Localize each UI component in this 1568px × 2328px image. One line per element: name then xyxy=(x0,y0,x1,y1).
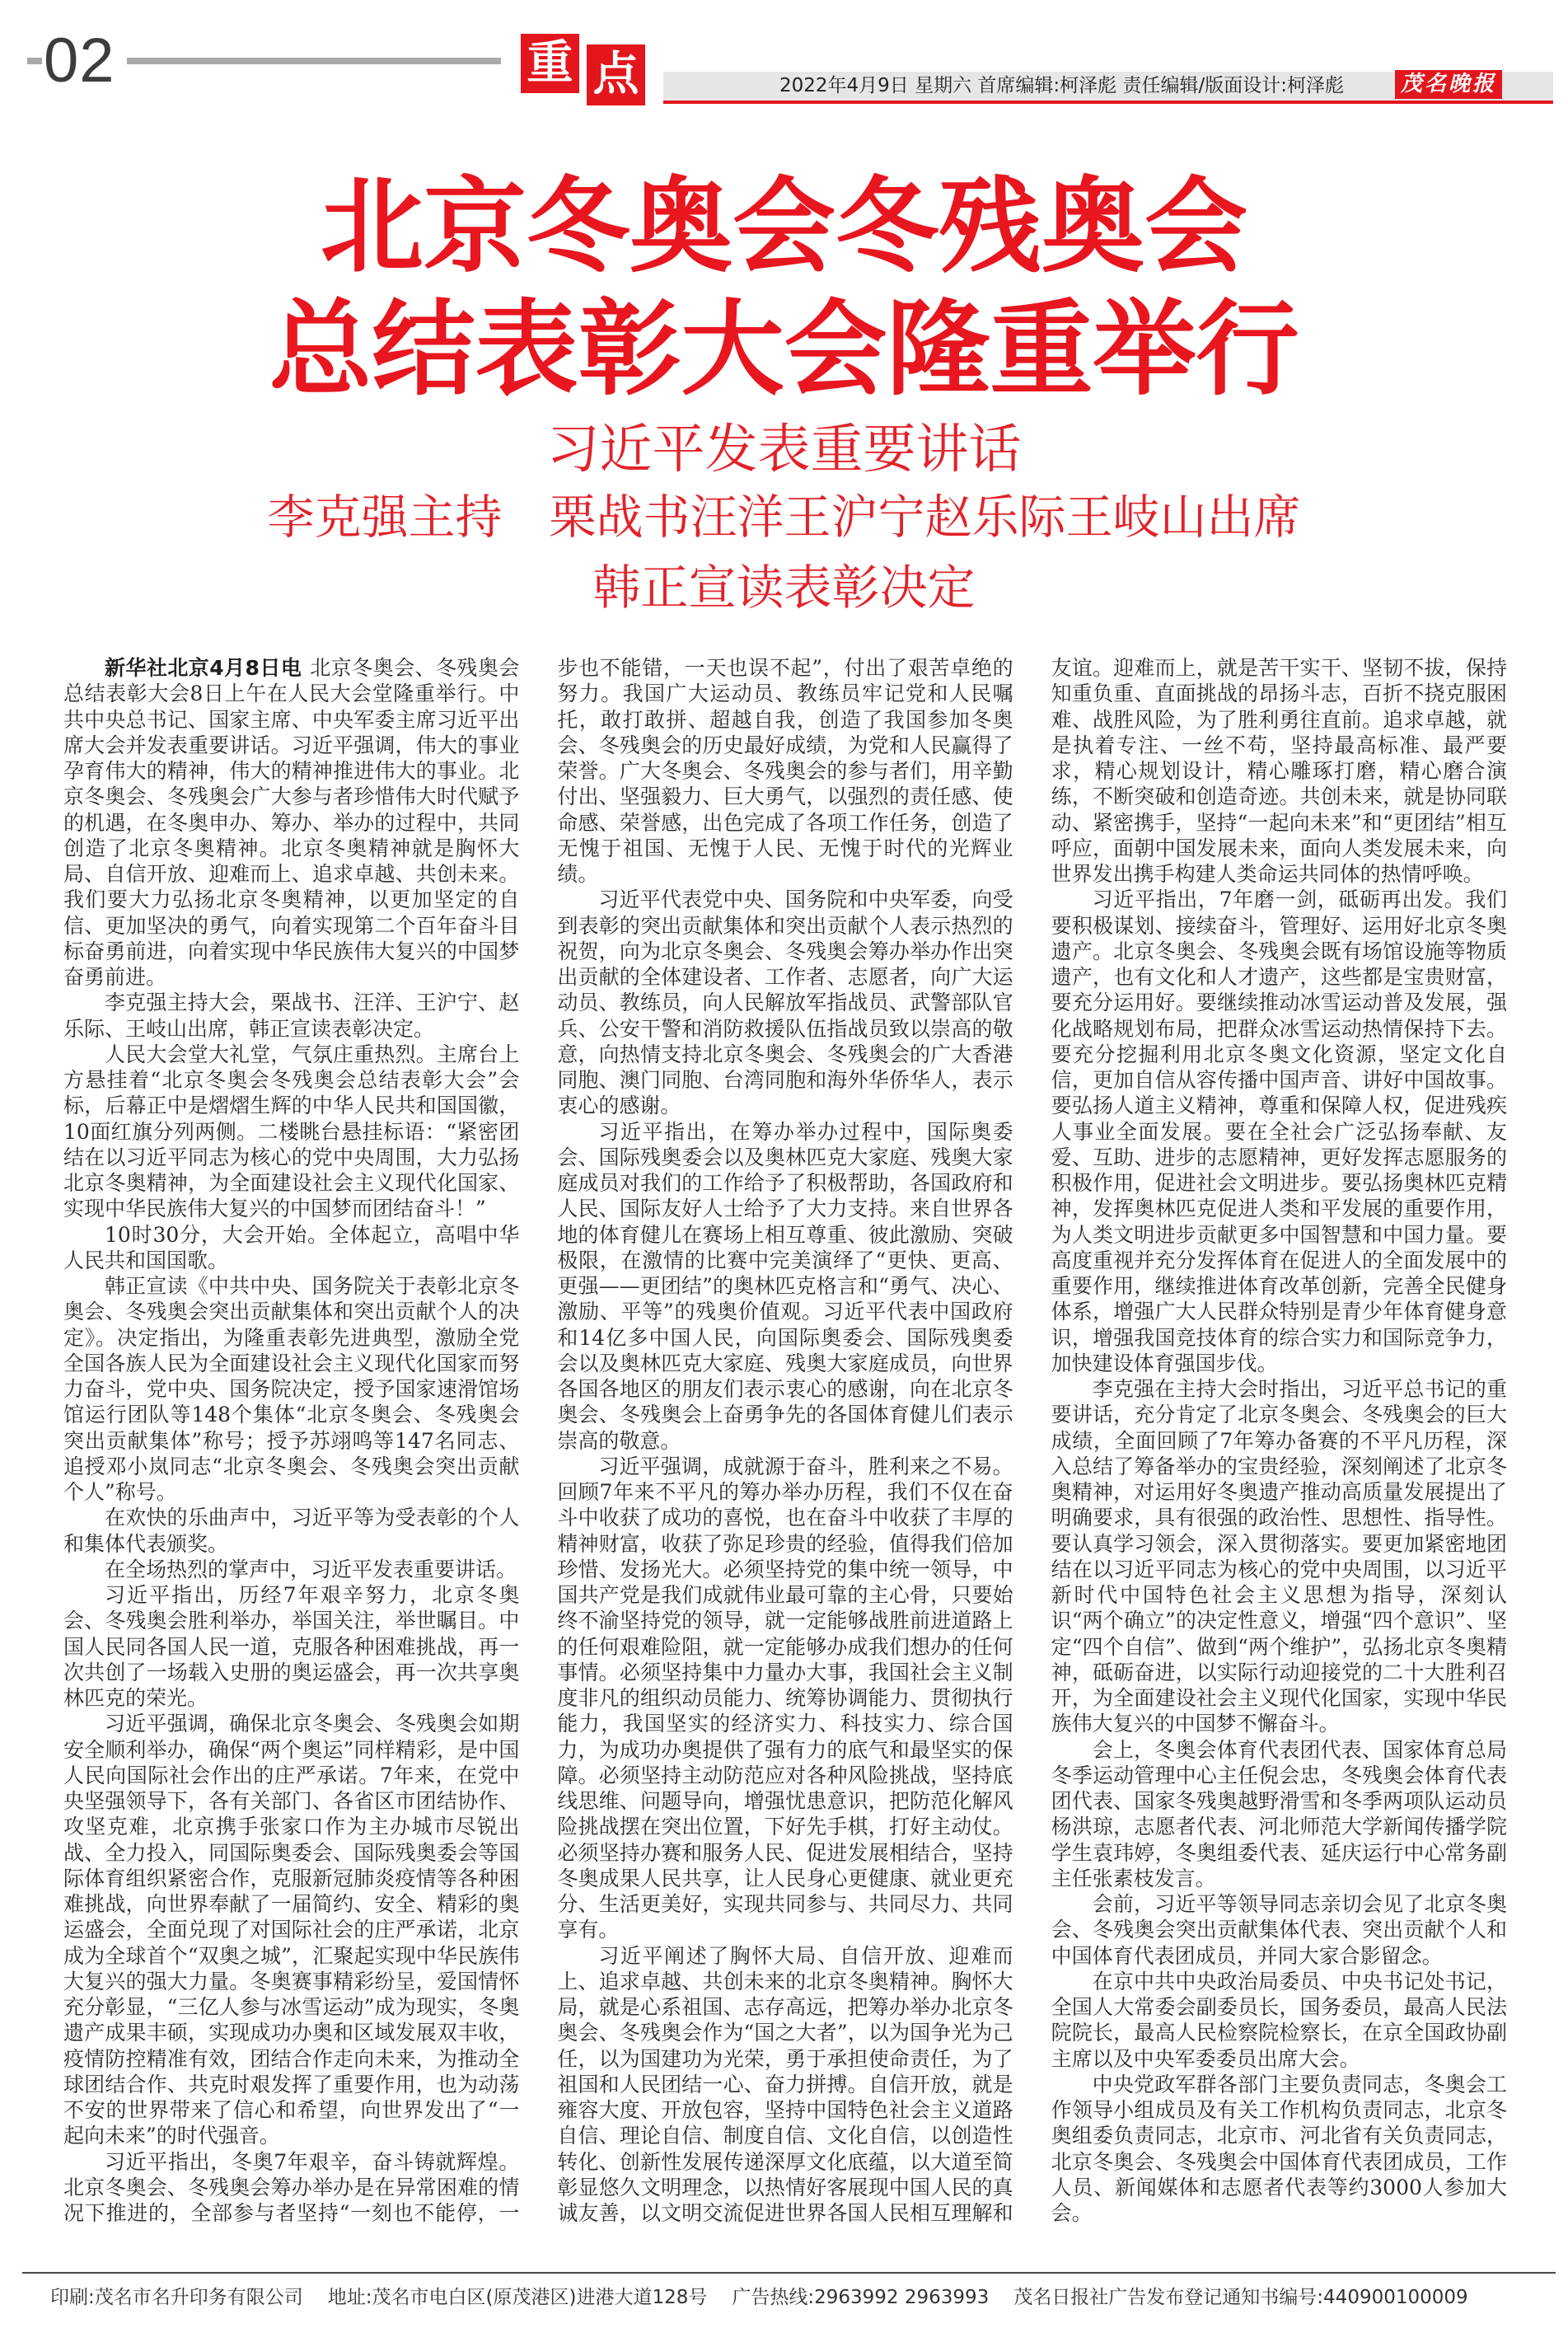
footer-rule xyxy=(22,2272,1556,2274)
page-number: 02 xyxy=(44,26,115,96)
article-paragraph: 李克强主持大会，栗战书、汪洋、王沪宁、赵乐际、王岐山出席，韩正宣读表彰决定。 xyxy=(63,991,520,1041)
footer-printer: 印刷:茂名市名升印务有限公司 xyxy=(50,2287,303,2308)
article-paragraph: 会前，习近平等领导同志亲切会见了北京冬奥会、冬残奥会突出贡献集体代表、突出贡献个人和中国体育代表团成员，并同大家合影留念。 xyxy=(1051,1892,1507,1968)
article-paragraph: 习近平指出，历经7年艰辛努力，北京冬奥会、冬残奥会胜利举办，举国关注，举世瞩目。中国人民同各国人民一道，克服各种困难挑战，再一次共创了一场载入史册的奥运盛会，再一次共享奥林匹克的荣光。 xyxy=(63,1583,520,1710)
article-dateline: 新华社北京4月8日电 xyxy=(105,656,302,680)
article-paragraph: 李克强在主持大会时指出，习近平总书记的重要讲话，充分肯定了北京冬奥会、冬残奥会的巨大成绩，全面回顾了7年筹办备赛的不平凡历程，深入总结了筹备举办的宝贵经验，深刻阐述了北京冬奥精神，对运用好冬奥遗产推动高质量发展提出了明确要求，具有很强的政治性、思想性、指导性。要认真学习领会，深入贯彻落实。要更加紧密地团结在以习近平同志为核心的党中央周围，以习近平新时代中国特色社会主义思想为指导，深刻认识“两个确立”的决定性意义，增强“四个意识”、坚定“四个自信”、做到“两个维护”，弘扬北京冬奥精神，砥砺奋进，以实际行动迎接党的二十大胜利召开，为全面建设社会主义现代化国家，实现中华民族伟大复兴的中国梦不懈奋斗。 xyxy=(1051,1377,1507,1736)
article-paragraph: 在欢快的乐曲声中，习近平等为受表彰的个人和集体代表颁奖。 xyxy=(63,1506,520,1556)
article-paragraph: 在全场热烈的掌声中，习近平发表重要讲话。 xyxy=(105,1557,517,1581)
article-paragraph: 10时30分，大会开始。全体起立，高唱中华人民共和国国歌。 xyxy=(63,1222,520,1272)
headline-line-1: 北京冬奥会冬残奥会 xyxy=(321,167,1247,287)
article-paragraph: 习近平指出，冬奥7年艰辛，奋斗铸就辉煌。北京冬奥会、冬残奥会筹办举办是在异常困难的情况下推进的，全部参与者坚持“一刻也不能停，一步也不能错，一天也误不起”，付出了艰苦卓绝的努力。我国广大运动员、教练员牢记党和人民嘱托，敢打敢拼、超越自我，创造了我国参加冬奥会、冬残奥会的历史最好成绩，为党和人民赢得了荣誉。广大冬奥会、冬残奥会的参与者们，用辛勤付出、坚强毅力、巨大勇气，以强烈的责任感、使命感、荣誉感，出色完成了各项工作任务，创造了无愧于祖国、无愧于人民、无愧于时代的光辉业绩。 xyxy=(63,656,1013,2225)
article-lead-text: 北京冬奥会、冬残奥会总结表彰大会8日上午在人民大会堂隆重举行。中共中央总书记、国家主席、中央军委主席习近平出席大会并发表重要讲话。习近平强调，伟大的事业孕育伟大的精神，伟大的精神推进伟大的事业。北京冬奥会、冬残奥会广大参与者珍惜伟大时代赋予的机遇，在冬奥申办、筹办、举办的过程中，共同创造了北京冬奥精神。北京冬奥精神就是胸怀大局、自信开放、迎难而上、追求卓越、共创未来。我们要大力弘扬北京冬奥精神，以更加坚定的自信、更加坚决的勇气，向着实现第二个百年奋斗目标奋勇前进，向着实现中华民族伟大复兴的中国梦奋勇前进。 xyxy=(63,656,520,989)
section-label-char-1: 重 xyxy=(521,34,579,93)
article-paragraph: 习近平指出，7年磨一剑，砥砺再出发。我们要积极谋划、接续奋斗，管理好、运用好北京冬奥遗产。北京冬奥会、冬残奥会既有场馆设施等物质遗产，也有文化和人才遗产，这些都是宝贵财富，要充分运用好。要继续推动冰雪运动普及发展，强化战略规划布局，把群众冰雪运动热情保持下去。要充分挖掘利用北京冬奥文化资源，坚定文化自信，更加自信从容传播中国声音、讲好中国故事。要弘扬人道主义精神，尊重和保障人权，促进残疾人事业全面发展。要在全社会广泛弘扬奉献、友爱、互助、进步的志愿精神，更好发挥志愿服务的积极作用，促进社会文明进步。要弘扬奥林匹克精神，发挥奥林匹克促进人类和平发展的重要作用，为人类文明进步贡献更多中国智慧和中国力量。要高度重视并充分发挥体育在促进人的全面发展中的重要作用，继续推进体育改革创新，完善全民健身体系，增强广大人民群众特别是青少年体育健身意识，增强我国竞技体育的综合实力和国际竞争力，加快建设体育强国步伐。 xyxy=(1051,888,1507,1375)
article-paragraph: 在京中共中央政治局委员、中央书记处书记，全国人大常委会副委员长，国务委员，最高人民法院院长，最高人民检察院检察长，在京全国政协副主席以及中央军委委员出席大会。 xyxy=(1051,1969,1507,2071)
article-paragraph: 习近平强调，成就源于奋斗，胜利来之不易。回顾7年来不平凡的筹办举办历程，我们不仅在奋斗中收获了成功的喜悦，也在奋斗中收获了丰厚的精神财富，收获了弥足珍贵的经验，值得我们倍加珍惜、发扬光大。必须坚持党的集中统一领导，中国共产党是我们成就伟业最可靠的主心骨，只要始终不渝坚持党的领导，就一定能够战胜前进道路上的任何艰难险阻，就一定能够办成我们想办的任何事情。必须坚持集中力量办大事，我国社会主义制度非凡的组织动员能力、统筹协调能力、贯彻执行能力，我国坚实的经济实力、科技实力、综合国力，为成功办奥提供了强有力的底气和最坚实的保障。必须坚持主动防范应对各种风险挑战，坚持底线思维、问题导向，增强忧患意识，把防范化解风险挑战摆在突出位置，下好先手棋，打好主动仗。必须坚持办赛和服务人民、促进发展相结合，坚持冬奥成果人民共享，让人民身心更健康、就业更充分、生活更美好，实现共同参与、共同尽力、共同享有。 xyxy=(557,1454,1013,1942)
article-paragraph: 韩正宣读《中共中央、国务院关于表彰北京冬奥会、冬残奥会突出贡献集体和突出贡献个人的决定》。决定指出，为隆重表彰先进典型，激励全党全国各族人民为全面建设社会主义现代化国家而努力奋斗，党中央、国务院决定，授予国家速滑馆场馆运行团队等148个集体“北京冬奥会、冬残奥会突出贡献集体”称号；授予苏翊鸣等147名同志、追授邓小岚同志“北京冬奥会、冬残奥会突出贡献个人”称号。 xyxy=(63,1274,520,1504)
article-paragraph: 习近平强调，确保北京冬奥会、冬残奥会如期安全顺利举办，确保“两个奥运”同样精彩，是中国人民向国际社会作出的庄严承诺。7年来，在党中央坚强领导下，各有关部门、各省区市团结协作、攻坚克难，北京携手张家口作为主办城市尽锐出战、全力投入，同国际奥委会、国际残奥委会等国际体育组织紧密合作，克服新冠肺炎疫情等各种困难挑战，向世界奉献了一届简约、安全、精彩的奥运盛会，全面兑现了对国际社会的庄严承诺，北京成为全球首个“双奥之城”，汇聚起实现中华民族伟大复兴的强大力量。冬奥赛事精彩纷呈，爱国情怀充分彰显，“三亿人参与冰雪运动”成为现实，冬奥遗产成果丰硕，实现成功办奥和区域发展双丰收，疫情防控精准有效，团结合作走向未来，为推动全球团结合作、共克时艰发挥了重要作用，也为动荡不安的世界带来了信心和希望，向世界发出了“一起向未来”的时代强音。 xyxy=(63,1712,520,2148)
article-paragraph: 习近平指出，在筹办举办过程中，国际奥委会、国际残奥委会以及奥林匹克大家庭、残奥大家庭成员对我们的工作给予了积极帮助，各国政府和人民、国际友好人士给予了大力支持。来自世界各地的体育健儿在赛场上相互尊重、彼此激励、突破极限，在激情的比赛中完美演绎了“更快、更高、更强——更团结”的奥林匹克格言和“勇气、决心、激励、平等”的残奥价值观。习近平代表中国政府和14亿多中国人民，向国际奥委会、国际残奥委会以及奥林匹克大家庭、残奥大家庭成员，向世界各国各地区的朋友们表示衷心的感谢，向在北京冬奥会、冬残奥会上奋勇争先的各国体育健儿们表示崇高的敬意。 xyxy=(557,1119,1013,1453)
section-label-char-2: 点 xyxy=(587,44,645,105)
article-paragraph: 会上，冬奥会体育代表团代表、国家体育总局冬季运动管理中心主任倪会忠，冬残奥会体育代表团代表、国家冬残奥越野滑雪和冬季两项队运动员杨洪琼，志愿者代表、河北师范大学新闻传播学院学生袁玮婷，冬奥组委代表、延庆运行中心常务副主任张素枝发言。 xyxy=(1051,1737,1507,1890)
issue-date-and-editors: 2022年4月9日 星期六 首席编辑:柯泽彪 责任编辑/版面设计:柯泽彪 xyxy=(779,75,1344,96)
footer-ad-hotline: 广告热线:2963992 2963993 xyxy=(732,2287,990,2308)
article-paragraph: 习近平阐述了胸怀大局、自信开放、迎难而上、追求卓越、共创未来的北京冬奥精神。胸怀大局，就是心系祖国、志存高远，把筹办举办北京冬奥会、冬残奥会作为“国之大者”，以为国争光为己任，以为国建功为光荣，勇于承担使命责任，为了祖国和人民团结一心、奋力拼搏。自信开放，就是雍容大度、开放包容，坚持中国特色社会主义道路自信、理论自信、制度自信、文化自信，以创造性转化、创新性发展传递深厚文化底蕴，以大道至简彰显悠久文明理念，以热情好客展现中国人民的真诚友善，以文明交流促进世界各国人民相互理解和友谊。迎难而上，就是苦干实干、坚韧不拔，保持知重负重、直面挑战的昂扬斗志，百折不挠克服困难、战胜风险，为了胜利勇往直前。追求卓越，就是执着专注、一丝不苟，坚持最高标准、最严要求，精心规划设计，精心雕琢打磨，精心磨合演练，不断突破和创造奇迹。共创未来，就是协同联动、紧密携手，坚持“一起向未来”和“更团结”相互呼应，面朝中国发展未来，面向人类发展未来，向世界发出携手构建人类命运共同体的热情呼唤。 xyxy=(557,656,1507,2225)
masthead-logo: 茂名晚报 xyxy=(1395,70,1502,99)
subheadline-2: 李克强主持 栗战书汪洋王沪宁赵乐际王岐山出席 xyxy=(267,490,1301,545)
page-number-dash xyxy=(27,58,42,64)
article-lead-paragraph xyxy=(63,655,519,990)
footer-imprint xyxy=(50,2284,1493,2311)
footer-address: 地址:茂名市电白区(原茂港区)进港大道128号 xyxy=(327,2287,708,2308)
header-rule xyxy=(127,58,501,64)
header-red-underline xyxy=(663,101,1553,104)
article-paragraph: 人民大会堂大礼堂，气氛庄重热烈。主席台上方悬挂着“北京冬奥会冬残奥会总结表彰大会”会标，后幕正中是熠熠生辉的中华人民共和国国徽，10面红旗分列两侧。二楼眺台悬挂标语：“紧密团结在以习近平同志为核心的党中央周围，大力弘扬北京冬奥精神，为全面建设社会主义现代化国家、实现中华民族伟大复兴的中国梦而团结奋斗！” xyxy=(63,1042,520,1221)
subheadline-3: 韩正宣读表彰决定 xyxy=(592,560,976,616)
article-paragraph: 中央党政军群各部门主要负责同志，冬奥会工作领导小组成员及有关工作机构负责同志，北京冬奥组委负责同志，北京市、河北省有关负责同志，北京冬奥会、冬残奥会中国体育代表团成员，工作人员、新闻媒体和志愿者代表等约3000人参加大会。 xyxy=(1051,2072,1507,2225)
subheadline-1: 习近平发表重要讲话 xyxy=(546,419,1022,480)
article-body xyxy=(63,655,1507,2226)
footer-ad-license: 茂名日报社广告发布登记通知书编号:440900100009 xyxy=(1013,2287,1468,2308)
article-paragraph: 习近平代表党中央、国务院和中央军委，向受到表彰的突出贡献集体和突出贡献个人表示热烈的祝贺，向为北京冬奥会、冬残奥会筹办举办作出突出贡献的全体建设者、工作者、志愿者，向广大运动员、教练员，向人民解放军指战员、武警部队官兵、公安干警和消防救援队伍指战员致以崇高的敬意，向热情支持北京冬奥会、冬残奥会的广大香港同胞、澳门同胞、台湾同胞和海外华侨华人，表示衷心的感谢。 xyxy=(557,888,1013,1118)
headline-line-2: 总结表彰大会隆重举行 xyxy=(269,290,1299,410)
